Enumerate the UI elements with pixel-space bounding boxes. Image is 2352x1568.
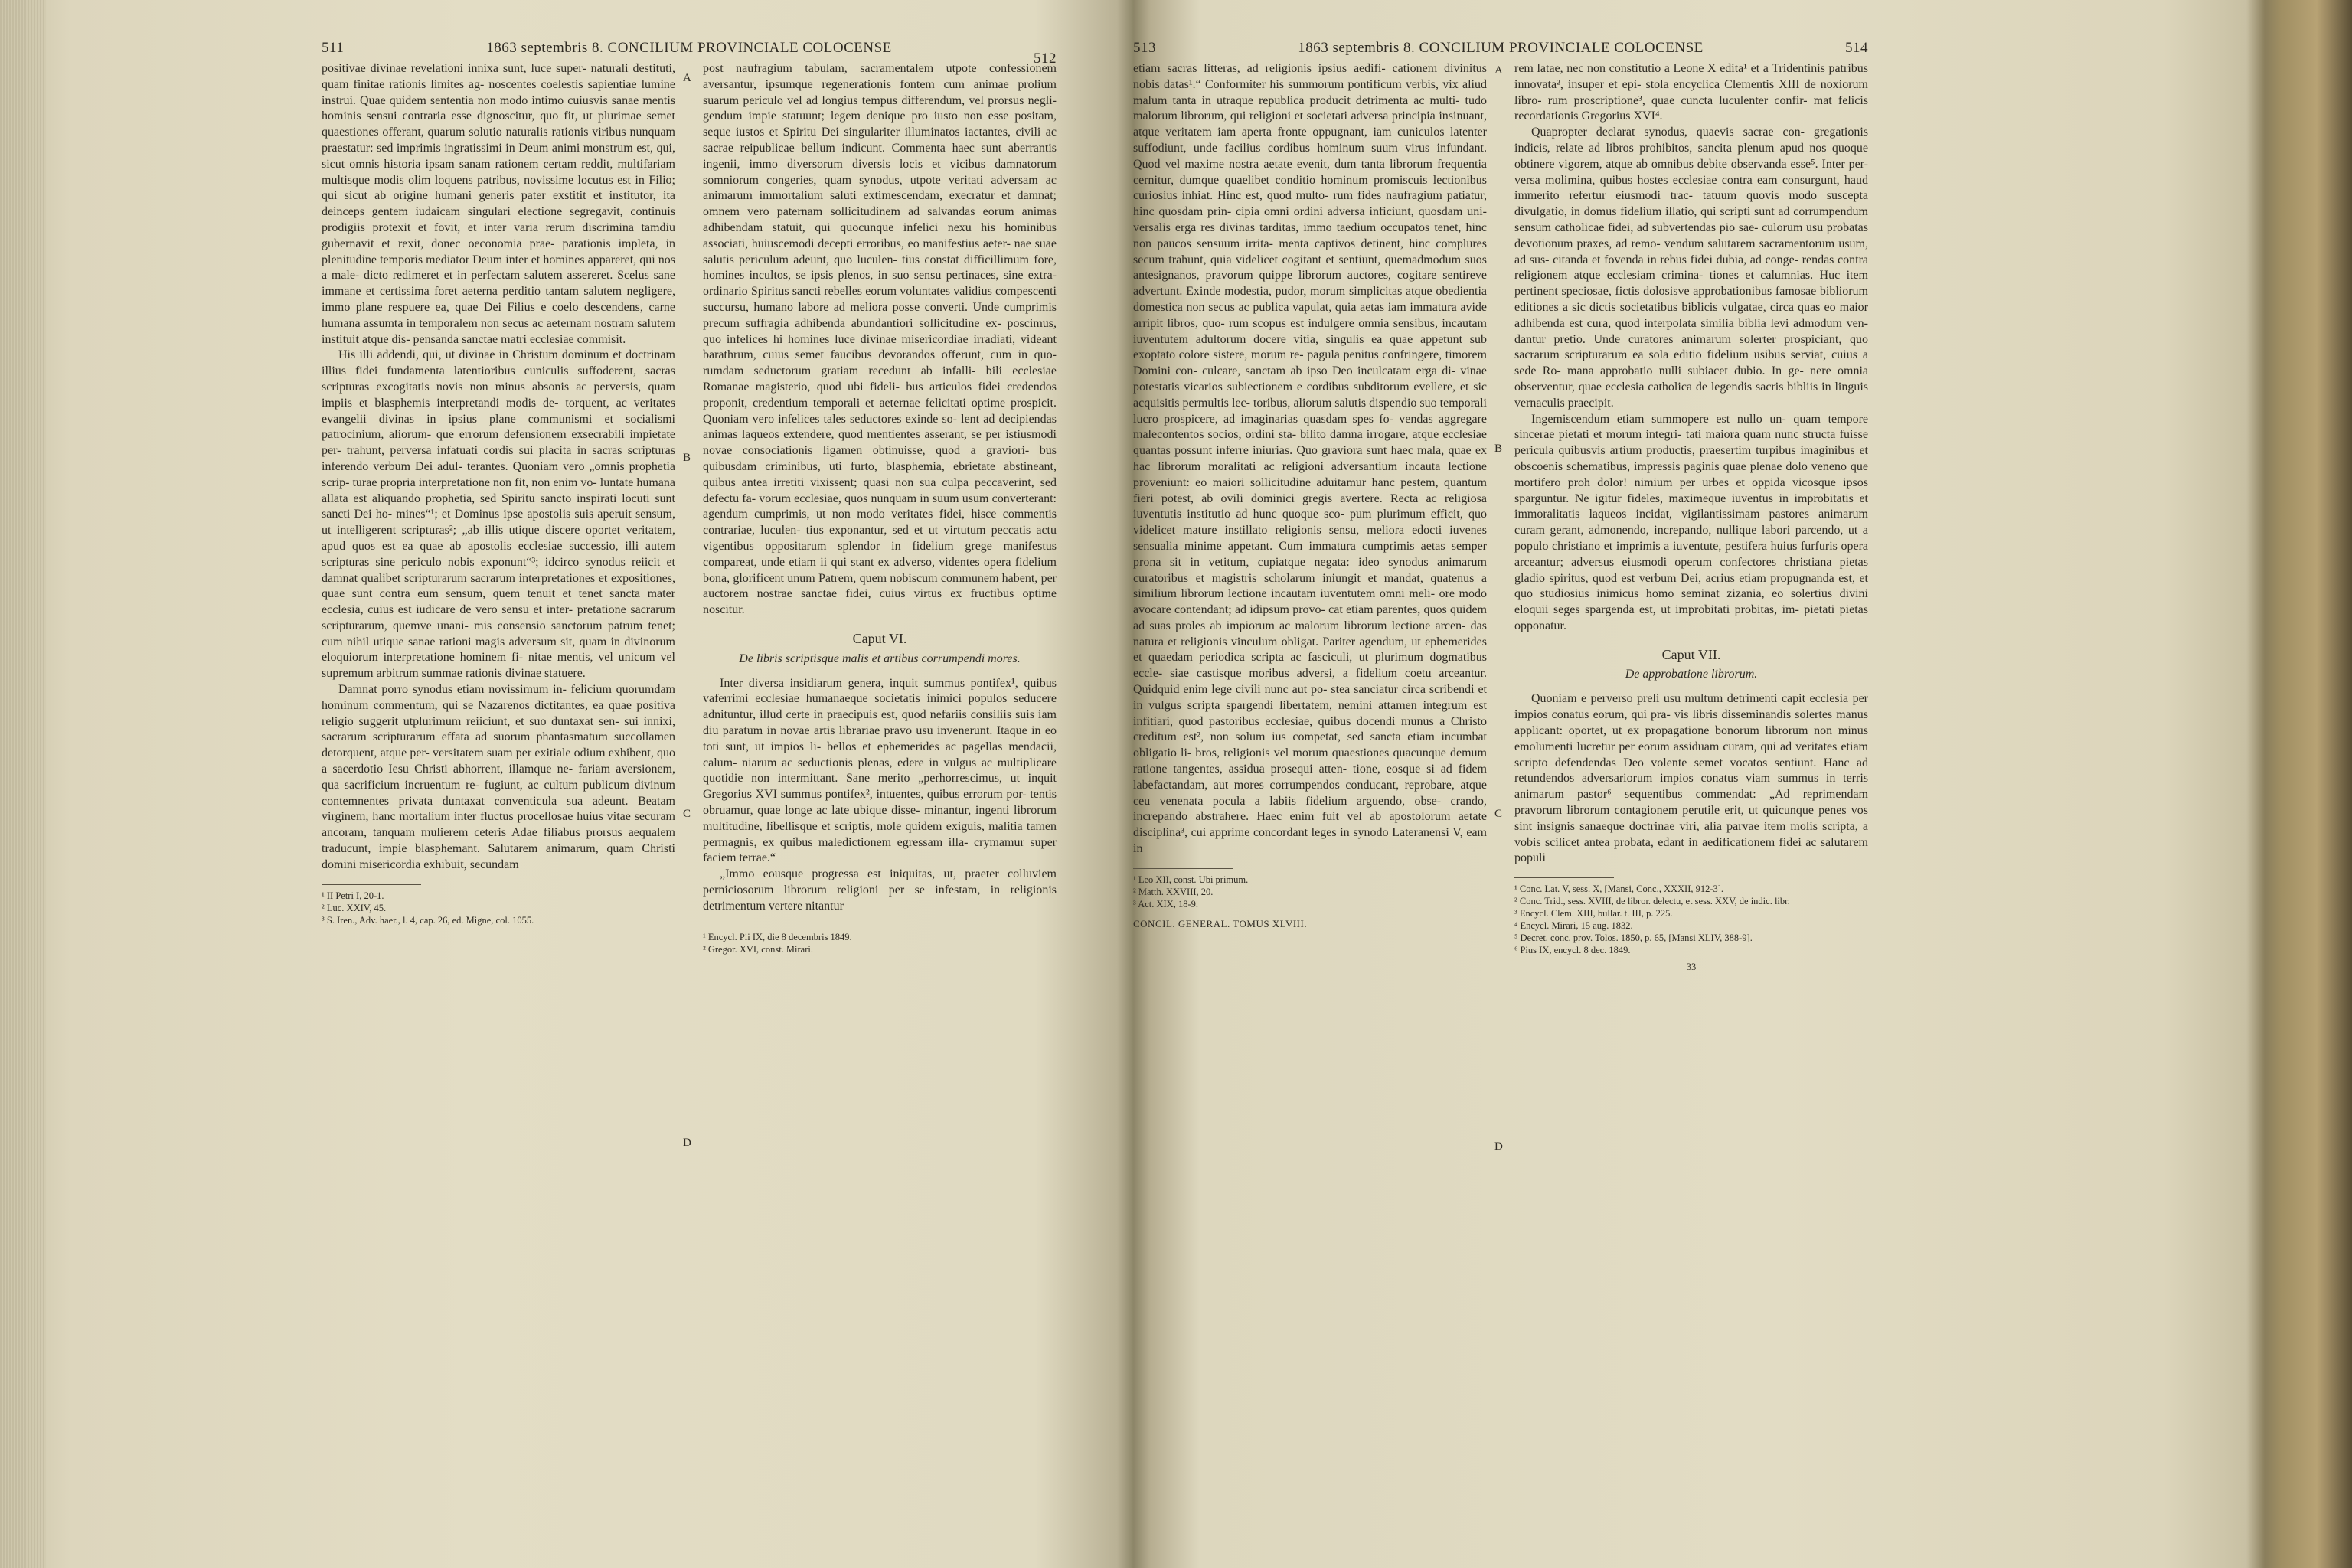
page-edges: [0, 0, 46, 1568]
margin-letter: C: [1494, 808, 1503, 820]
footnote: ¹ II Petri I, 20-1.: [322, 890, 384, 901]
footnote: ⁶ Pius IX, encycl. 8 dec. 1849.: [1514, 945, 1631, 956]
page-number: 512: [1034, 51, 1057, 67]
footnote: ¹ Encycl. Pii IX, die 8 decembris 1849.: [703, 931, 852, 942]
page-number: 513: [1133, 40, 1156, 56]
paragraph: Quapropter declarat synodus, quaevis sacrae con- gregationis indicis, relate ad libros prohibitos, sancita plenum apud nos quoque obtinere vigorem, atque ab omnibus debite observanda esse⁵. Inter per- versa molimina, quibus hostes ecclesiae contra eam consurgunt, haud immerito refertur eiusmodi trac- tatuum quovis modo suscepta divulgatio, in domus fidelium illatio, qui scripti sunt ad corrumpendum sensum catholicae fidei, ad subvertendas pio sae- culorum usu probatas devotionum praxes, ad remo- vendum salutarem sacramentorum usum, ad sus- citanda et fovenda in rebus fidei dubia, ad conge- rendas contra religionem atque ecclesiam crimina- tiones et calumnias. Huc item pertinent speciosae, fictis dolosisve approbationibus famosae bibliorum editiones a sic dictis societatibus biblicis vulgatae, circa quas eo maior adhibenda est cura, quod interpolata similia biblia levi admodum ven- dantur pretio. Unde curatores animarum solerter prospiciant, quo sacrarum scripturarum ea sola editio fidelium usibus serviat, cuius a sede Ro- mana approbatio nulli subiacet dubio. In ge- nere omnia observentur, quae ecclesia catholica de legendis sacris bibliis in linguis vernaculis praecipit.: [1514, 126, 1868, 410]
footnote: ³ S. Iren., Adv. haer., l. 4, cap. 26, ed. Migne, col. 1055.: [322, 914, 534, 926]
column-1: [322, 61, 675, 956]
chapter-heading: Caput VII.: [1661, 646, 1721, 662]
margin-letter: A: [1494, 64, 1503, 77]
footnote: ² Conc. Trid., sess. XVIII, de libror. delectu, et sess. XXV, de indic. libr.: [1514, 896, 1790, 907]
chapter-subtitle: De libris scriptisque malis et artibus corrumpendi mores.: [739, 652, 1021, 665]
two-columns: [322, 61, 1057, 1149]
page-number: 514: [1845, 40, 1868, 56]
paragraph: Ingemiscendum etiam summopere est nullo un- quam tempore sincerae pietati et morum integri- tati maiora quam nunc structa fuisse pericula quibusvis artium productis, praesertim turpibus imaginibus et obscoenis schematibus, impressis paginis quae plenae dolo veneno que mortifero proh dolor! nimium per urbes et oppida vicosque ipsos sparguntur. Ne igitur fideles, maximeque iuventus in improbitatis et immoralitatis laqueos incidat, vigilantissimam pastores animarum curam gerant, admonendo, increpando, nullique labori parcendo, ut a populo christiano et imprimis a iuventute, pestifera huius furfuris opera arceantur; adversus eiusmodi operum confectores christiana pietas gladio spiritus, quod est verbum Dei, acrius etiam propugnanda est, et quo studiosius inimicus homo seminat zizania, eo solertius divini eloquii seges spargenda est, ut improbitati probitas, im- pietati pietas opponatur.: [1514, 412, 1868, 632]
paragraph: post naufragium tabulam, sacramentalem utpote confessionem aversantur, ipsumque regenerationis fontem cum animae prolium suarum periculo vel ad longius tempus differendum, vel prorsus negli- gendum impie statuunt; legem denique pro iusto non esse positam, seque iustos et Spiritu Dei singulariter illuminatos iactantes, civili ac sacrae reipublicae bellum indicunt. Commenta haec sunt aberrantis ingenii, immo diversorum diversis locis et vicibus damnatorum somniorum congeries, quam synodus, utpote veritati adversam ac animarum immortalium saluti extimescendam, execratur et damnat; omnem vero paternam sollicitudinem ad salvandas eorum animas adhibendam statuit, qui quocunque infelici nexu his hominibus associati, huiuscemodi decepti erroribus, eo manifestius aeter- nae suae salutis periculum adeunt, quo luculen- tius constat difficillimum fore, homines incultos, se ipsis plenos, in suo sensu pertinaces, sine extra- ordinario Spiritus sancti rebelles eorum voluntates validius compescenti succursu, humano labore ad meliora posse converti. Unde cumprimis precum suffragia adhibenda abundantiori sollicitudine ex- poscimus, quo infelices hi homines luce divinae misericordiae irradiati, videant barathrum, cuius semet faucibus devorandos offerunt, cum in quo- rumdam seductorum gratiam recedunt ab infalli- bili ecclesiae Romanae magisterio, quod ubi fideli- bus articulos fidei credendos proponit, credentium temporali et aeternae felicitati optime prospicit. Quoniam vero infelices tales seductores exinde so- lent ad decipiendas animas laqueos extendere, quod mentientes asserant, se per istiusmodi novae consociationis ligamen obtinuisse, quod a graviori- bus quibusdam criminibus, uti furto, blasphemia, ebrietate abstineant, quibus antea irretiti vixissent; quasi non sua culpa peccaverint, sed defectu fa- vorum ecclesiae, quos nunquam in suum usum converterant: agendum cumprimis, ut non modo veritates fidei, hisce commentis contrariae, luculen- tius exponantur, sed et ut virtutum peccatis actu vigentibus oppositarum splendor in fidelium grege manifestus compareat, unde etiam ii qui stant ex adverso, videntes opera fidelium bona, glorificent unum Patrem, quem nobiscum communem habent, per auctorem nostrae sanctae fidei, cuius virtus ex fructibus optime noscitur.: [703, 62, 1057, 617]
chapter-subtitle: De approbatione librorum.: [1625, 668, 1758, 681]
paragraph: His illi addendi, qui, ut divinae in Christum dominum et doctrinam illius fidei fundamenta latentioribus cuniculis suffoderent, sacras scripturas excogitatis novis non minus absonis ac perversis, quam impiis et blasphemis interpretandi modis de- torquent, ac veritates evangelii divinas in ipsius plane communismi et socialismi patrocinium, aliorum- que errorum defensionem exsecrabili impietate per- trahunt, perversa infatuati cordis sui placita in sacras scripturas inferendo verbum Dei adul- terantes. Quoniam vero „omnis prophetia scrip- turae propria interpretatione non fit, non enim vo- luntate humana allata est aliquando prophetia, sed Spiritu sancto inspirati locuti sunt sancti Dei ho- mines“¹; et Dominus ipse apostolis suis aperuit sensum, ut intelligerent scripturas²; „ab illis utique discere oportet veritatem, apud quos est ea quae ab apostolis ecclesiae successio, illi autem scripturas sine periculo nobis exponunt“³; idcirco synodus reiicit et damnat qualibet scripturarum sacrarum interpretationes et expositiones, quae sunt contra eum sensum, quem tenuit et tenet sancta mater ecclesia, cuius est iudicare de vero sensu et inter- pretatione sacrarum scripturarum, quemve unani- mis consensio sanctorum patrum tenet; cum nihil utique sanae rationi magis adversum sit, quam in divinorum eloquiorum interpretatione hominem fi- nitae mentis, vel unicum vel supremum arbitrum summae rationis divinae statuere.: [322, 348, 675, 681]
footnote: ² Matth. XXVIII, 20.: [1133, 886, 1214, 897]
left-page: [322, 31, 1057, 1554]
margin-letter: A: [683, 72, 691, 84]
margin-letter: D: [683, 1137, 691, 1149]
paragraph: positivae divinae revelationi innixa sunt, luce super- naturali destituti, quam finitae rationis limites ag- noscentes coelestis sapientiae lumine instrui. Quae quidem sententia non modo intimo cuiusvis sanae mentis hominis sensui contraria esse dignoscitur, quo fit, ut plurimae semet quaestiones offerant, quarum solutio naturalis rationis viribus nunquam praestatur: sed imprimis ingratissimi in Deum animi monstrum est, qui, sicut omnis historia ipsam sanam rationem certam reddit, multifariam multisque modis olim loquens patribus, novissime locutus est in Filio; qui sicut ab origine humani generis pater exstitit et institutor, ita deinceps gentem iudaicam singulari electione segregavit, continuis prodigiis protexit et fovit, et inter varia rerum discrimina tamdiu gubernavit et rexit, donec oeconomia prae- parationis impleta, in plenitudine temporis mediator Deum inter et homines appareret, qui nos a male- dicto redimeret et in perfectam salutem assereret. Scelus sane immane et certissima foret aeterna perditio tantam salutem negligere, immo plane respuere ea, quae Dei Filius e coelo descendens, carne humana assumta in temporalem non secus ac aeternam nostram salutem instituit atque dis- pensanda sanctae matri ecclesiae commisit.: [322, 62, 675, 346]
paragraph: Inter diversa insidiarum genera, inquit summus pontifex¹, quibus vaferrimi ecclesiae humanaeque societatis inimici populos seducere adnituntur, illud certe in praecipuis est, quod nefariis consiliis suis iam diu paratum in novae artis librariae pravo usu invenerunt. Itaque in eo toti sunt, ut impios li- bellos et ephemerides ac pagellas mendacii, calum- niarum ac seductionis plenas, edere in vulgus ac multiplicare quotidie non intermittant. Sane merito „perhorrescimus, ut inquit Gregorius XVI summus pontifex², intuentes, quibus errorum por- tentis obruamur, quae longe ac late ubique disse- minantur, ingenti librorum multitudine, libellisque et scriptis, mole quidem exiguis, malitia tamen permagnis, ex quibus maledictionem egressam illa- crymamur super faciem terrae.“: [703, 676, 1057, 865]
margin-letter: B: [1494, 443, 1503, 455]
footnote: ¹ Leo XII, const. Ubi primum.: [1133, 874, 1249, 885]
paragraph: rem latae, nec non constitutio a Leone X edita¹ et a Tridentinis patribus innovata², insuper et epi- stola encyclica Clementis XIII de noxiorum libro- rum proscriptione³, quae cuncta luculenter confir- mat felicis recordationis Gregorius XVI⁴.: [1514, 62, 1868, 123]
footnote-rule: [1133, 868, 1233, 869]
volume-footer: CONCIL. GENERAL. TOMUS XLVIII.: [1133, 917, 1308, 929]
footnote: ¹ Conc. Lat. V, sess. X, [Mansi, Conc., XXXII, 912-3].: [1514, 884, 1724, 895]
footnote: ³ Act. XIX, 18-9.: [1133, 898, 1198, 910]
margin-letter: D: [1494, 1141, 1503, 1153]
column-2: [703, 61, 1057, 956]
running-title: 1863 septembris 8. CONCILIUM PROVINCIALE COLOCENSE: [1298, 40, 1704, 56]
footnote: ⁴ Encycl. Mirari, 15 aug. 1832.: [1514, 920, 1633, 932]
page-number: 511: [322, 40, 345, 56]
footnote: ² Luc. XXIV, 45.: [322, 902, 387, 913]
footnote: ² Gregor. XVI, const. Mirari.: [703, 943, 813, 955]
paragraph: Damnat porro synodus etiam novissimum in- felicium quorumdam hominum commentum, qui se Nazarenos dictitantes, ea quae positiva religio suggerit utplurimum reiiciunt, et suo duntaxat sen- sui innixi, sacrarum scripturarum effata ad suorum phantasmatum succollamen detorquent, atque per- versitatem suam per exitiale odium exhibent, quo a sacerdotio Iesu Christi abhorrent, illamque ne- fariam aversionem, qua sacrificium incruentum re- fugiunt, ac cultum publicum divinum contemnentes privata duntaxat conventicula sua adeunt. Beatam virginem, hanc mortalium inter fluctus procellosae huius vitae securam ancoram, tanquam mulierem ceteris Adae filiabus prorsus aequalem traducunt, impie blasphemant. Salutarem animarum, quam Christi domini misericordia exhibuit, secundam: [322, 683, 675, 871]
paragraph: etiam sacras litteras, ad religionis ipsius aedifi- cationem divinitus nobis datas¹.“ Conformiter his summorum pontificum verbis, vix aliud malum tanta in utraque republica producit detrimenta ac multi- tudo malorum librorum, qui religioni et societati adversa principia insinuant, atque veritatem iam aperta fronte oppugnant, iam cuniculos latenter suffodiunt, unde facilius cordibus hominum suum virus infundant. Quod vel maxime nostra aetate evenit, dum tanta librorum frequentia cernitur, dumque quaelibet conditio hominum promiscuis lectionibus curiosius inhiat. Hinc est, quod multo- rum fides naufragium patiatur, hinc quosdam prin- cipia omni ordini adversa inficiunt, quosdam uni- versalis erga res divinas tarditas, immo taedium occupatos tenet, hinc non paucos sensuum irrita- menta captivos detinent, hinc complures secum trahunt, quia videlicet cogitant et sentiunt, quemadmodum suos antesignanos, pravorum quippe librorum auctores, cogitare sentireve advertunt. Exinde modestia, pudor, morum simplicitas atque obedientia domestica non secus ac publica vapulat, quia aetas iam immatura avide arripit libros, quo- rum scopus est indulgere omnia sensibus, incautam iuventutem adultorum docere vitia, singulis ea quae appetunt sub exoptato colore sistere, morum re- pagula penitus confringere, timorem Domini con- culcare, sanctam ab ipso Deo inculcatam erga di- vinae potestatis vicarios subiectionem e cordibus subditorum evellere, et sic acquisitis permultis lec- toribus, aliorum salutis dispendio suo temporali lucro prospicere, ad imaginarias quasdam spes fo- vendas aggregare malecontentos socios, ordini sta- bilito damna irrogare, atque ecclesiae quantas possunt inferre iniurias. Quo graviora sunt haec mala, quae ex hac librorum moralitati ac religioni adversantium incauta lectione proveniunt: eo maiori sollicitudine aduitamur hanc pestem, quantum fieri potest, ab ovili dominici gregis avertere. Recta ac religiosa iuventutis institutio ad hunc quoque sco- pum plurimum efficit, quo videlicet mature instillato religionis sensu, meliora edocti iuvenes sensualia minime appetant. Cum immatura cumprimis aetas semper prona sit in vetitum, cupiatque negata: ideo synodus animarum curatoribus et magistris scholarum iniungit et mandat, quatenus a similium librorum lectione incautam iuventutem omni meli- ore modo avocare contendant; ad idipsum provo- cat etiam parentes, quos quidem ad suas proles ab impiorum ac malorum librorum lectione arcen- das natura et religionis vinculum obligat. Pariter agendum, ut ephemerides et quaedam periodica scripta ac fasciculi, ut plurimum dogmatibus eccle- siae castisque moribus adversi, a fidelium coetu arceantur. Quidquid enim lege civili nunc aut po- stea sanciatur circa scribendi et in vulgus scripta spargendi libertatem, nemini attamen integrum est infitiari, quod pastoribus ecclesiae, quibus docendi munus a Christo creditum est², non solum ius competat, sed sancta etiam incumbat obligatio li- bros, religionis vel morum quaestiones quacunque demum ratione tangentes, assidua prosequi atten- tione, eosque si ad fidem labefactandam, aut mores corrumpendos conducant, reprobare, atque ceu venenata pocula a labiis fidelium arguendo, obse- crando, increpando abstrahere. Haec enim fuit vel ab apostolorum aetate disciplina³, cui apprime concordant leges in synodo Lateranensi V, eam in: [1133, 62, 1487, 856]
footnote: ³ Encycl. Clem. XIII, bullar. t. III, p. 225.: [1514, 908, 1673, 920]
signature-mark: 33: [1686, 962, 1697, 973]
chapter-heading: Caput VI.: [852, 630, 907, 646]
paragraph: „Immo eousque progressa est iniquitas, ut, praeter colluviem perniciosorum librorum religioni per se infestam, in religionis detrimentum vertere nitantur: [703, 867, 1057, 913]
margin-letter: C: [683, 808, 691, 820]
footnote-rule: [322, 884, 421, 885]
margin-letter: B: [683, 452, 691, 464]
column-2: [1514, 61, 1868, 973]
right-page: [1133, 31, 1868, 1554]
two-columns: [1133, 61, 1868, 1153]
footnote: ⁵ Decret. conc. prov. Tolos. 1850, p. 65, [Mansi XLIV, 388-9].: [1514, 933, 1753, 944]
paragraph: Quoniam e perverso preli usu multum detrimenti capit ecclesia per impios conatus eorum, qui pra- vis libris disseminandis solertes manus applicant: oportet, ut ex propagatione bonorum librorum non minus emolumenti lucretur per eorum assiduam curam, qui ad veritates etiam scripto defendendas Deo volente semet vocatos sentiunt. Hanc ad retundendos adversariorum impios conatus viam summus in terris animarum pastor⁶ sequentibus commendat: „Ad reprimendam pravorum librorum contagionem perutile erit, ut quicunque penes vos sint insignis sanaeque doctrinae viri, alia parvae item molis scripta, a vobis scilicet antea probata, edant in aedificationem fidei ac salutarem populi: [1514, 692, 1868, 865]
column-1: [1133, 61, 1487, 973]
running-title: 1863 septembris 8. CONCILIUM PROVINCIALE COLOCENSE: [486, 40, 892, 56]
running-head: [1133, 31, 1868, 61]
running-head: [322, 31, 1057, 67]
footnote-rule: [1514, 877, 1614, 878]
